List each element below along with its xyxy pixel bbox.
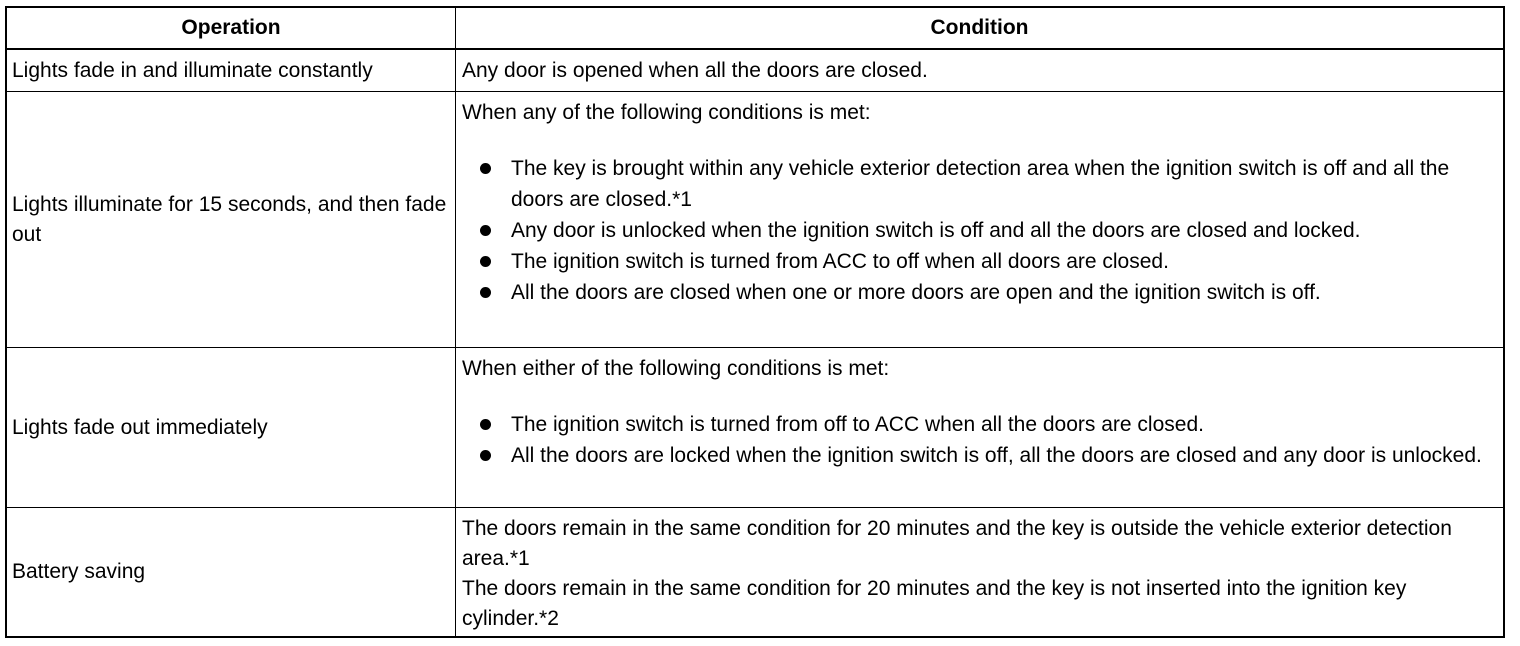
table-row [7,92,1503,348]
condition-intro: When any of the following conditions is met: [462,101,871,124]
operation-cell: Lights illuminate for 15 seconds, and then fade out [7,92,456,347]
header-condition: Condition [930,16,1029,39]
condition-intro: When either of the following conditions is met: [462,357,890,380]
bullet-icon [480,163,491,174]
table-header-row [7,8,1503,50]
bullet-icon [480,450,491,461]
bullet-icon [480,225,491,236]
operation-cell: Battery saving [7,508,456,636]
operation-condition-table [5,6,1505,638]
bullet-text: All the doors are locked when the ignition switch is off, all the doors are closed and any door is unlocked. [511,444,1482,467]
table-row [7,50,1503,92]
bullet-text: The ignition switch is turned from ACC to off when all doors are closed. [511,250,1169,273]
table-row [7,348,1503,508]
table-row [7,508,1503,636]
condition-cell [456,348,1503,507]
condition-line: The doors remain in the same condition for 20 minutes and the key is outside the vehicle exterior detection area.*1 [462,517,1452,570]
condition-cell [456,508,1503,636]
bullet-text: Any door is unlocked when the ignition switch is off and all the doors are closed and locked. [511,219,1361,242]
list-item [462,246,1483,277]
bullet-text: The key is brought within any vehicle exterior detection area when the ignition switch is off and all the doors are closed.*1 [511,157,1450,211]
list-item [462,153,1483,215]
condition-bullet-list [462,153,1483,308]
list-item [462,440,1483,471]
operation-cell: Lights fade in and illuminate constantly [7,50,456,91]
bullet-icon [480,419,491,430]
bullet-icon [480,287,491,298]
condition-cell [456,92,1503,347]
operation-cell: Lights fade out immediately [7,348,456,507]
bullet-icon [480,256,491,267]
condition-line: The doors remain in the same condition for 20 minutes and the key is not inserted into the ignition key cylinder.*2 [462,577,1407,630]
list-item [462,409,1483,440]
list-item [462,215,1483,246]
condition-bullet-list [462,409,1483,471]
bullet-text: The ignition switch is turned from off to ACC when all the doors are closed. [511,413,1204,436]
bullet-text: All the doors are closed when one or more doors are open and the ignition switch is off. [511,281,1321,304]
list-item [462,277,1483,308]
header-operation: Operation [7,8,456,48]
condition-cell: Any door is opened when all the doors are closed. [462,58,928,82]
